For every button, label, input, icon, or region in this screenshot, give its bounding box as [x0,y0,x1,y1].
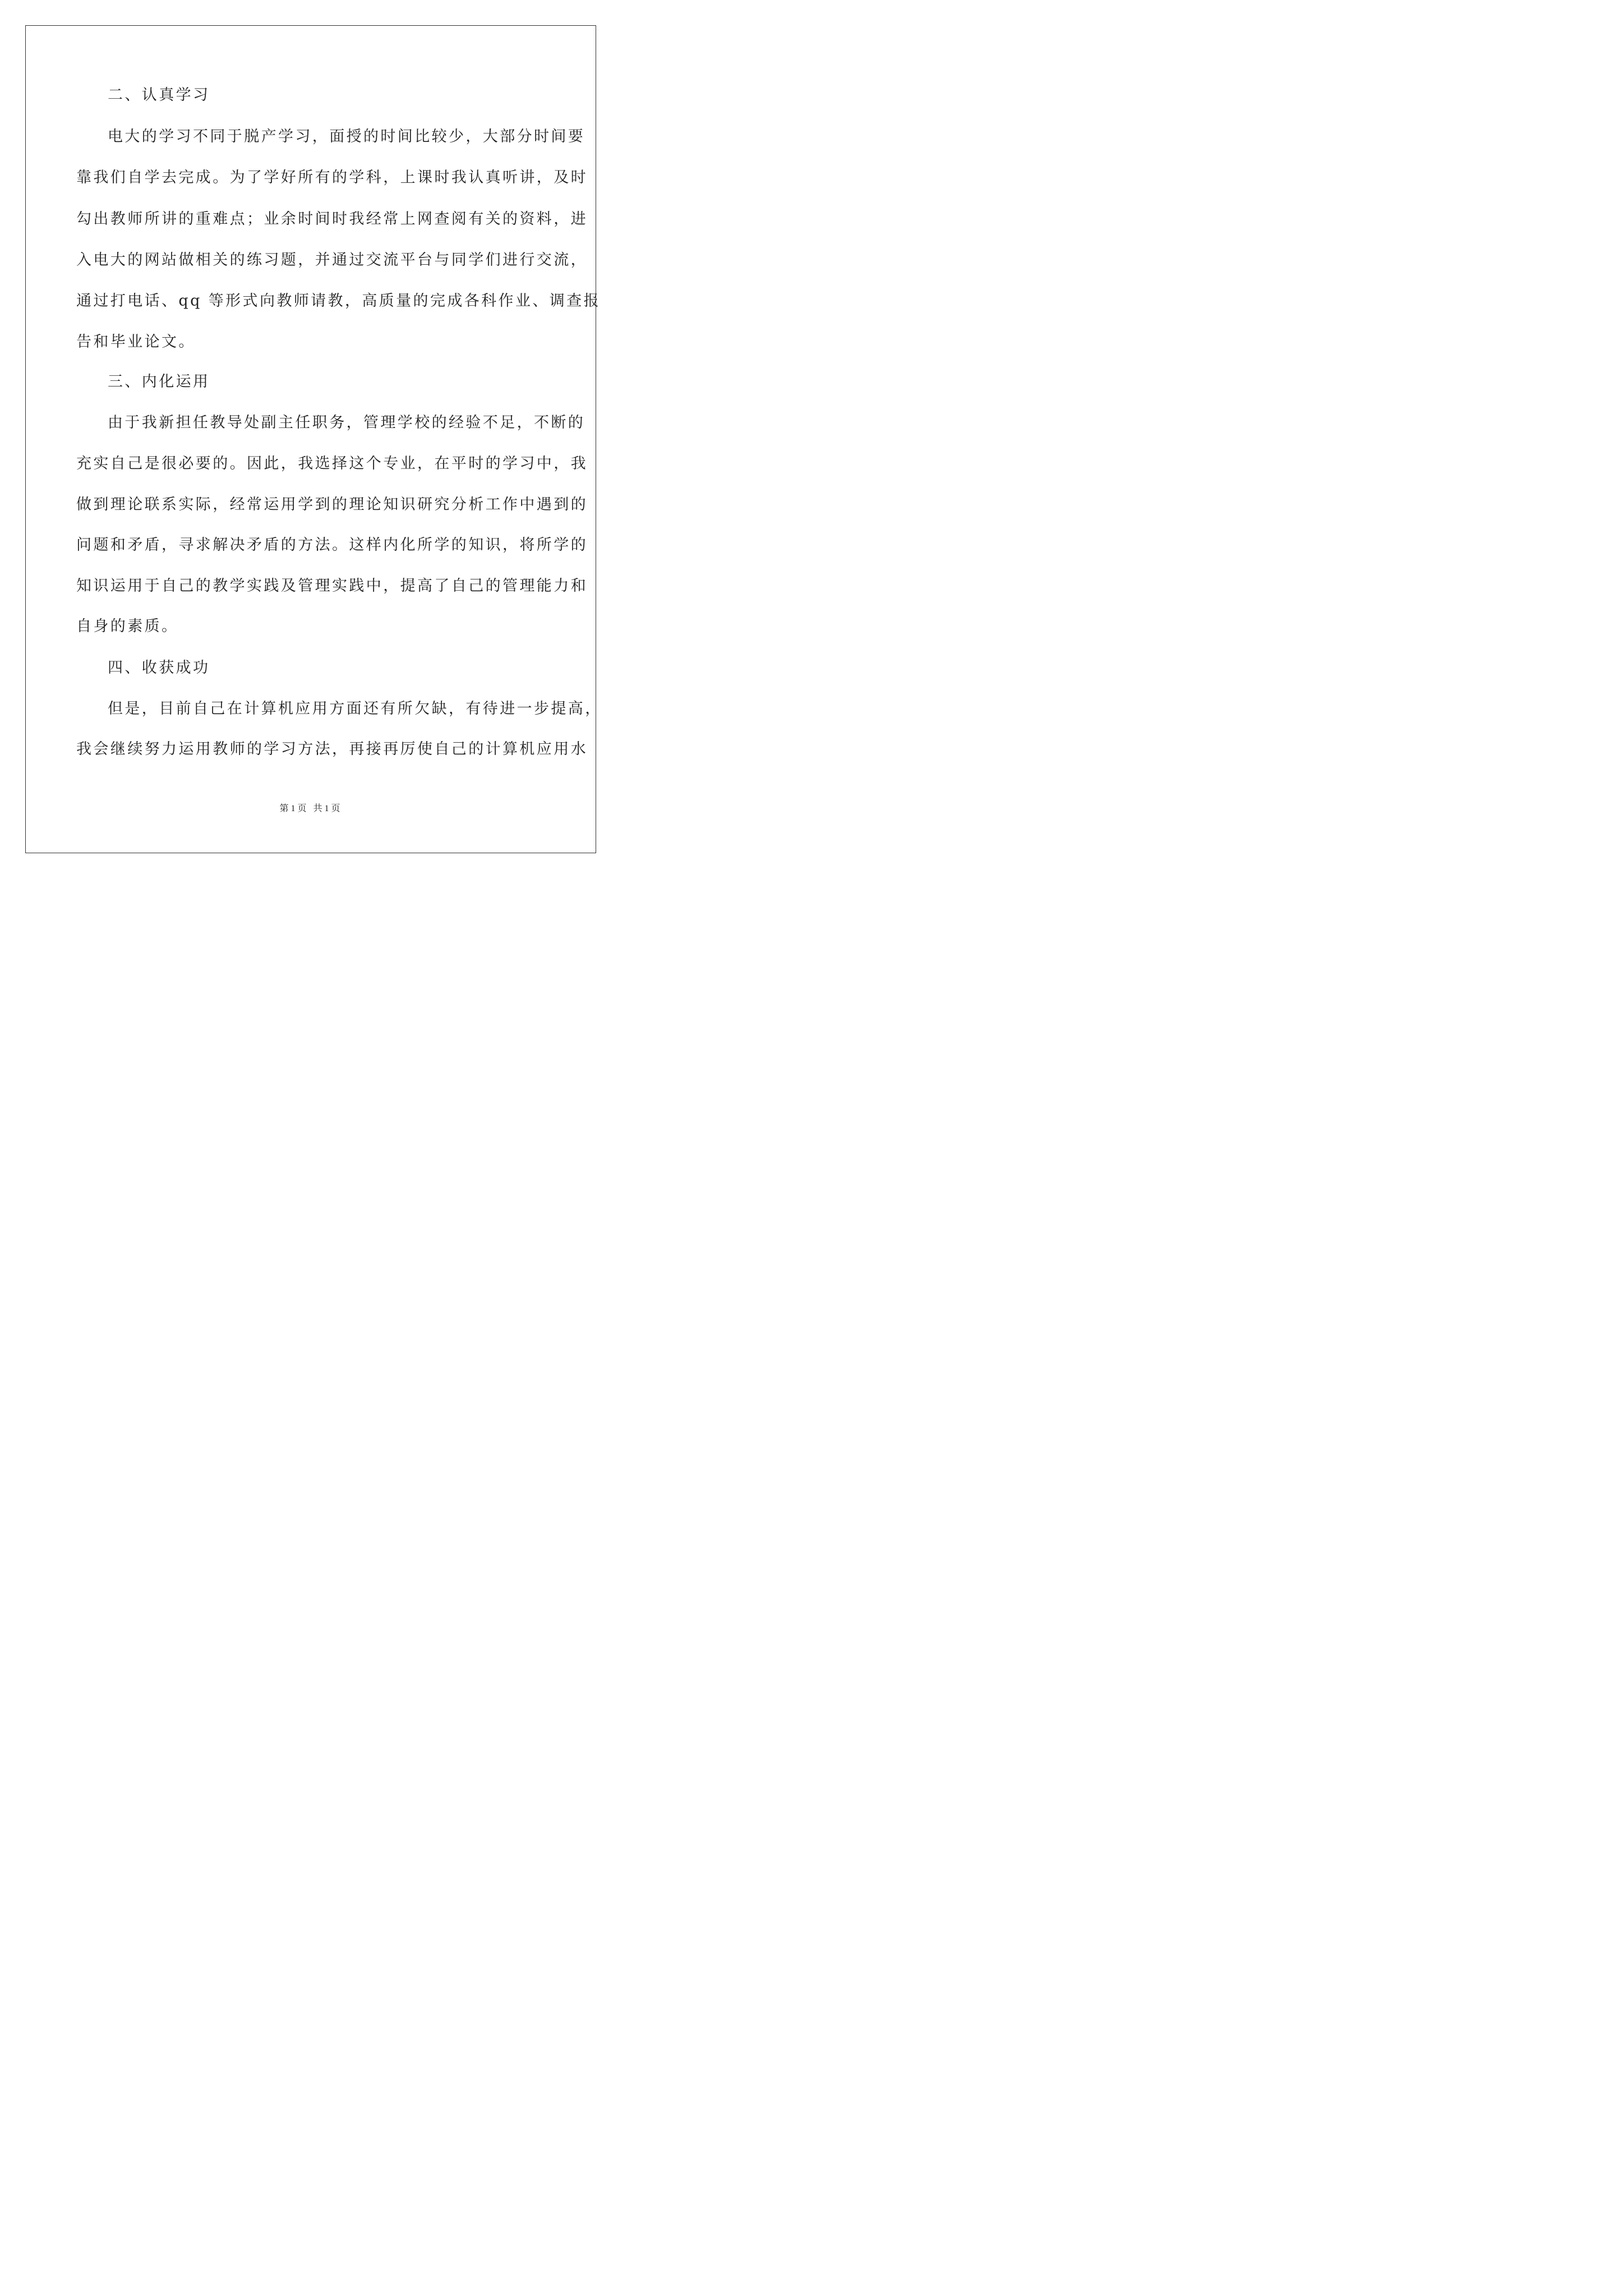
paragraph-line: 通过打电话、qq 等形式向教师请教，高质量的完成各科作业、调查报 [76,292,601,310]
paragraph-line: 充实自己是很必要的。因此，我选择这个专业，在平时的学习中，我 [76,455,588,472]
page-border [25,25,596,853]
paragraph-line: 做到理论联系实际，经常运用学到的理论知识研究分析工作中遇到的 [76,496,588,513]
heading-3: 三、内化运用 [108,373,210,390]
paragraph-line: 勾出教师所讲的重难点；业余时间时我经常上网查阅有关的资料，进 [76,210,588,228]
page-total: 共 1 页 [313,804,340,813]
paragraph-line: 我会继续努力运用教师的学习方法，再接再厉使自己的计算机应用水 [76,740,588,758]
heading-4: 四、收获成功 [108,659,210,677]
heading-2: 二、认真学习 [108,86,210,104]
paragraph-line: 靠我们自学去完成。为了学好所有的学科，上课时我认真听讲，及时 [76,169,588,186]
page-number: 第 1 页 [279,804,307,813]
paragraph-line: 入电大的网站做相关的练习题，并通过交流平台与同学们进行交流， [76,251,588,269]
paragraph-line: 问题和矛盾，寻求解决矛盾的方法。这样内化所学的知识，将所学的 [76,536,588,554]
paragraph-line: 但是，目前自己在计算机应用方面还有所欠缺，有待进一步提高， [108,700,602,717]
paragraph-line: 由于我新担任教导处副主任职务，管理学校的经验不足，不断的 [108,414,585,431]
paragraph-line: 电大的学习不同于脱产学习，面授的时间比较少，大部分时间要 [108,128,585,145]
paragraph-line: 告和毕业论文。 [76,333,196,351]
paragraph-line: 知识运用于自己的教学实践及管理实践中，提高了自己的管理能力和 [76,577,588,595]
paragraph-line: 自身的素质。 [76,618,179,635]
page-footer [0,801,620,814]
